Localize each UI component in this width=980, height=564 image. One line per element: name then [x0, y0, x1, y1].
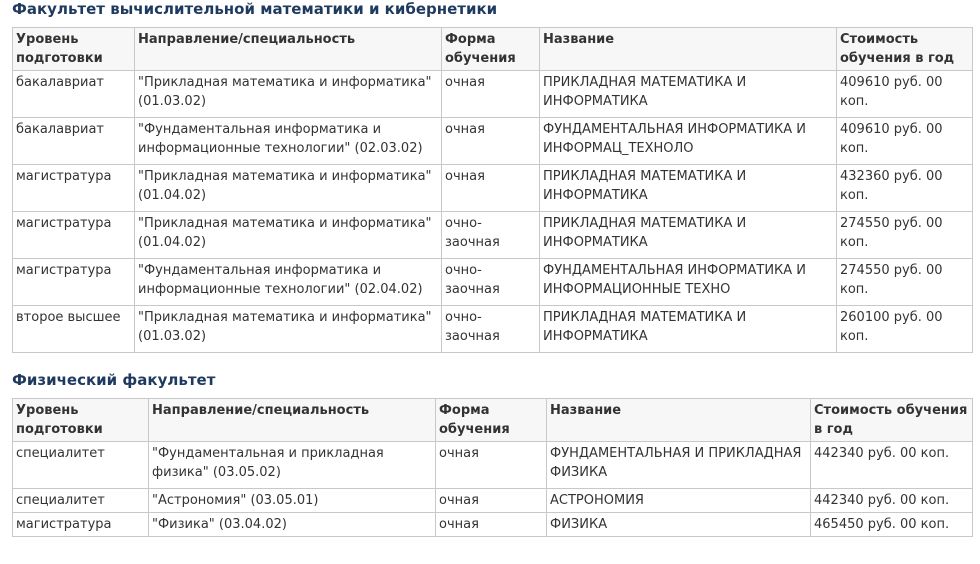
- cell-direction: "Прикладная математика и информатика" (01.04.02): [135, 212, 442, 259]
- cell-name: ФУНДАМЕНТАЛЬНАЯ ИНФОРМАТИКА И ИНФОРМАЦ_ТЕХНОЛО: [540, 118, 837, 165]
- table-row: [13, 118, 973, 165]
- table-row: [13, 489, 973, 513]
- cell-direction: "Фундаментальная и прикладная физика" (03.05.02): [149, 442, 436, 489]
- table-header-row: [13, 399, 973, 442]
- cell-form: очная: [442, 165, 540, 212]
- header-cost: Стоимость обучения в год: [811, 399, 973, 442]
- cell-cost: 274550 руб. 00 коп.: [837, 259, 973, 306]
- cell-name: ПРИКЛАДНАЯ МАТЕМАТИКА И ИНФОРМАТИКА: [540, 71, 837, 118]
- cell-form: очно-заочная: [442, 306, 540, 353]
- header-direction: Направление/специальность: [135, 28, 442, 71]
- table-row: [13, 165, 973, 212]
- cell-direction: "Прикладная математика и информатика" (01.04.02): [135, 165, 442, 212]
- cell-level: специалитет: [13, 489, 149, 513]
- cell-cost: 409610 руб. 00 коп.: [837, 118, 973, 165]
- cell-direction: "Прикладная математика и информатика" (01.03.02): [135, 71, 442, 118]
- cell-name: ПРИКЛАДНАЯ МАТЕМАТИКА И ИНФОРМАТИКА: [540, 165, 837, 212]
- cell-name: АСТРОНОМИЯ: [547, 489, 811, 513]
- section-title-cmc: Факультет вычислительной математики и кибернетики: [12, 0, 498, 18]
- cell-form: очная: [442, 71, 540, 118]
- cell-name: ФУНДАМЕНТАЛЬНАЯ И ПРИКЛАДНАЯ ФИЗИКА: [547, 442, 811, 489]
- table-row: [13, 259, 973, 306]
- cell-level: второе высшее: [13, 306, 135, 353]
- cell-form: очная: [436, 513, 547, 537]
- table-row: [13, 212, 973, 259]
- cell-direction: "Фундаментальная информатика и информационные технологии" (02.03.02): [135, 118, 442, 165]
- cell-level: бакалавриат: [13, 71, 135, 118]
- cell-name: ПРИКЛАДНАЯ МАТЕМАТИКА И ИНФОРМАТИКА: [540, 212, 837, 259]
- cell-level: магистратура: [13, 259, 135, 306]
- cell-cost: 442340 руб. 00 коп.: [811, 489, 973, 513]
- header-level: Уровень подготовки: [13, 399, 149, 442]
- table-row: [13, 442, 973, 489]
- cell-level: специалитет: [13, 442, 149, 489]
- cell-name: ФУНДАМЕНТАЛЬНАЯ ИНФОРМАТИКА И ИНФОРМАЦИОННЫЕ ТЕХНО: [540, 259, 837, 306]
- header-cost: Стоимость обучения в год: [837, 28, 973, 71]
- cell-level: бакалавриат: [13, 118, 135, 165]
- header-level: Уровень подготовки: [13, 28, 135, 71]
- table-row: [13, 71, 973, 118]
- cell-form: очная: [442, 118, 540, 165]
- cell-level: магистратура: [13, 212, 135, 259]
- header-form: Форма обучения: [442, 28, 540, 71]
- cell-form: очная: [436, 489, 547, 513]
- cell-name: ФИЗИКА: [547, 513, 811, 537]
- header-direction: Направление/специальность: [149, 399, 436, 442]
- cell-cost: 442340 руб. 00 коп.: [811, 442, 973, 489]
- cell-direction: "Фундаментальная информатика и информационные технологии" (02.04.02): [135, 259, 442, 306]
- tuition-table-cmc: [12, 27, 973, 353]
- cell-direction: "Физика" (03.04.02): [149, 513, 436, 537]
- table-header-row: [13, 28, 973, 71]
- section-title-physics: Физический факультет: [12, 371, 216, 389]
- cell-direction: "Прикладная математика и информатика" (01.03.02): [135, 306, 442, 353]
- cell-form: очно-заочная: [442, 259, 540, 306]
- cell-level: магистратура: [13, 513, 149, 537]
- table-row: [13, 513, 973, 537]
- cell-name: ПРИКЛАДНАЯ МАТЕМАТИКА И ИНФОРМАТИКА: [540, 306, 837, 353]
- cell-cost: 432360 руб. 00 коп.: [837, 165, 973, 212]
- header-form: Форма обучения: [436, 399, 547, 442]
- cell-level: магистратура: [13, 165, 135, 212]
- tuition-table-physics: [12, 398, 973, 537]
- cell-cost: 409610 руб. 00 коп.: [837, 71, 973, 118]
- cell-direction: "Астрономия" (03.05.01): [149, 489, 436, 513]
- cell-form: очная: [436, 442, 547, 489]
- cell-cost: 260100 руб. 00 коп.: [837, 306, 973, 353]
- table-row: [13, 306, 973, 353]
- cell-cost: 465450 руб. 00 коп.: [811, 513, 973, 537]
- cell-cost: 274550 руб. 00 коп.: [837, 212, 973, 259]
- header-name: Название: [540, 28, 837, 71]
- header-name: Название: [547, 399, 811, 442]
- cell-form: очно-заочная: [442, 212, 540, 259]
